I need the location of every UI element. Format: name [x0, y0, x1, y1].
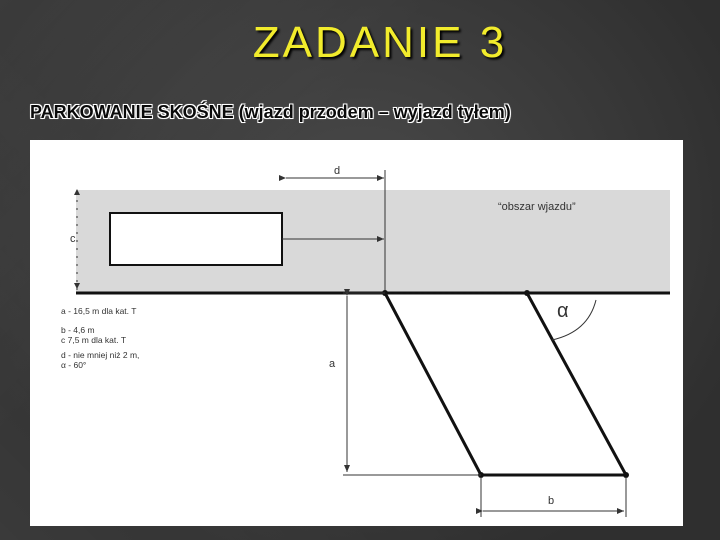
stall-left-line: [385, 293, 481, 475]
slide-title: ZADANIE 3: [252, 18, 508, 67]
angle-label: α: [557, 300, 569, 322]
legend-item: d - nie mniej niż 2 m,: [61, 350, 140, 360]
vehicle-box: [110, 213, 282, 265]
legend-item: a - 16,5 m dla kat. T: [61, 306, 137, 316]
parking-diagram: [30, 140, 683, 526]
dimension-c-label: c: [70, 233, 76, 245]
dimension-a-label: a: [329, 358, 336, 370]
dimension-d-label: d: [334, 165, 341, 177]
dimension-legend: [61, 306, 139, 370]
legend-item: b - 4,6 m: [61, 325, 95, 335]
dimension-b-label: b: [548, 495, 555, 507]
slide-subtitle: PARKOWANIE SKOŚNE (wjazd przodem – wyjazd tyłem): [30, 102, 511, 122]
legend-item: α - 60°: [61, 360, 87, 370]
zone-label: “obszar wjazdu”: [498, 201, 576, 213]
stall-right-line: [527, 293, 626, 475]
legend-item: c 7,5 m dla kat. T: [61, 335, 127, 345]
